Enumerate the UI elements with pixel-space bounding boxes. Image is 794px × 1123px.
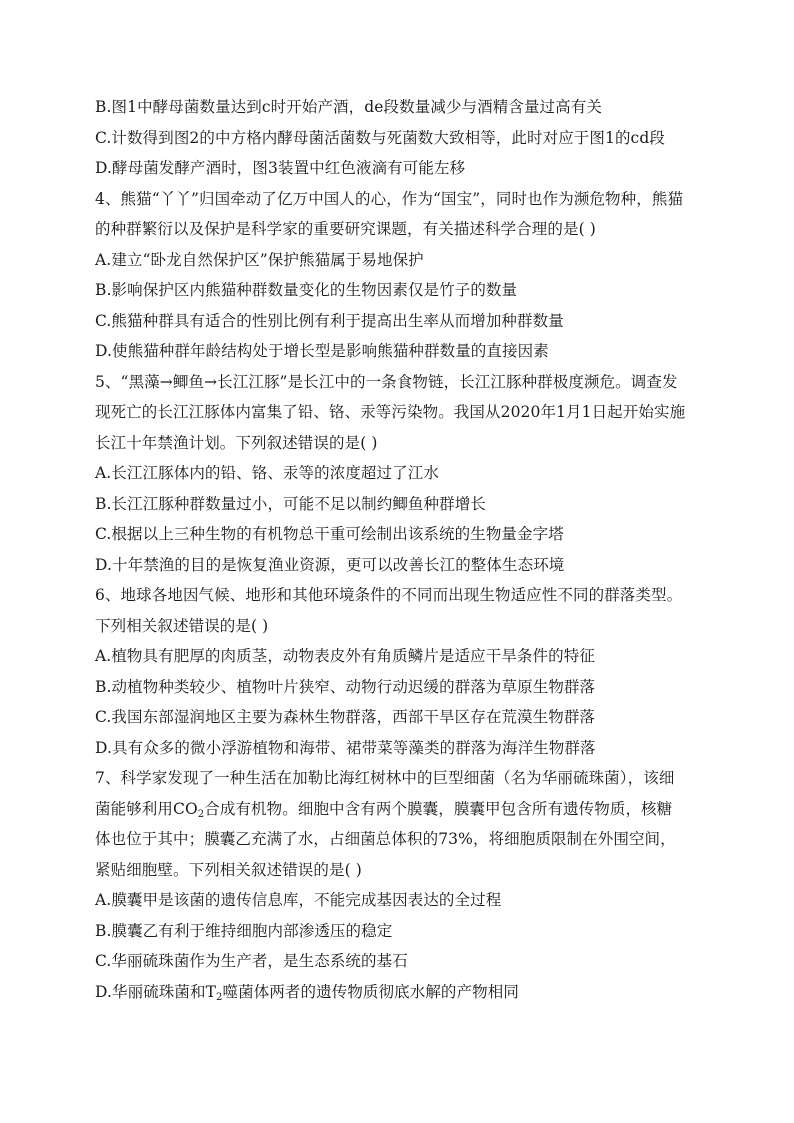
- q6-option-d: D.具有众多的微小浮游植物和海带、裙带菜等藻类的群落为海洋生物群落: [95, 738, 596, 757]
- q5-option-b: B.长江江豚种群数量过小，可能不足以制约鲫鱼种群增长: [95, 494, 486, 513]
- q4-option-c: C.熊猫种群具有适合的性别比例有利于提高出生率从而增加种群数量: [95, 311, 564, 330]
- q5-stem-line-1: 5、“黑藻→鲫鱼→长江江豚”是长江中的一条食物链，长江江豚种群极度濒危。调查发: [95, 372, 678, 391]
- q7-stem-line-2-part-b: 合成有机物。细胞中含有两个膜囊，膜囊甲包含所有遗传物质，核糖: [204, 799, 673, 818]
- q3-option-c: C.计数得到图2的中方格内酵母菌活菌数与死菌数大致相等，此时对应于图1的cd段: [95, 128, 665, 147]
- q5-option-a: A.长江江豚体内的铅、铬、汞等的浓度超过了江水: [95, 464, 439, 482]
- q5-stem-line-2: 现死亡的长江江豚体内富集了铅、铬、汞等污染物。我国从2020年1月1日起开始实施: [95, 403, 686, 421]
- q5-option-c: C.根据以上三种生物的有机物总干重可绘制出该系统的生物量金字塔: [95, 525, 564, 543]
- q7-option-c: C.华丽硫珠菌作为生产者，是生态系统的基石: [95, 952, 408, 970]
- q6-option-b: B.动植物种类较少、植物叶片狭窄、动物行动迟缓的群落为草原生物群落: [95, 677, 596, 696]
- q7-option-b: B.膜囊乙有利于维持细胞内部渗透压的稳定: [95, 921, 393, 940]
- q4-option-a: A.建立“卧龙自然保护区”保护熊猫属于易地保护: [95, 250, 424, 269]
- q7-option-d-part-b: 噬菌体两者的遗传物质彻底水解的产物相同: [222, 982, 519, 1001]
- question-content: [95, 92, 715, 1007]
- q6-option-c: C.我国东部湿润地区主要为森林生物群落，西部干旱区存在荒漠生物群落: [95, 708, 596, 726]
- q7-option-d-part-a: D.华丽硫珠菌和T: [95, 982, 217, 1001]
- co2-subscript: 2: [197, 808, 205, 820]
- q4-option-d: D.使熊猫种群年龄结构处于增长型是影响熊猫种群数量的直接因素: [95, 342, 549, 360]
- q6-stem-line-1: 6、地球各地因气候、地形和其他环境条件的不同而出现生物适应性不同的群落类型。: [95, 586, 683, 604]
- q4-stem-line-2: 的种群繁衍以及保护是科学家的重要研究课题，有关描述科学合理的是( ): [95, 220, 596, 238]
- q6-stem-line-2: 下列相关叙述错误的是( ): [95, 616, 269, 635]
- q4-stem-line-1: 4、熊猫“丫丫”归国牵动了亿万中国人的心，作为“国宝”，同时也作为濒危物种，熊猫: [95, 189, 684, 208]
- q5-option-d: D.十年禁渔的目的是恢复渔业资源，更可以改善长江的整体生态环境: [95, 555, 565, 574]
- q3-option-b: B.图1中酵母菌数量达到c时开始产酒，de段数量减少与酒精含量过高有关: [95, 98, 602, 116]
- q7-stem-line-2-part-a: 菌能够利用CO: [95, 799, 198, 818]
- q3-option-d: D.酵母菌发酵产酒时，图3装置中红色液滴有可能左移: [95, 159, 466, 177]
- q4-option-b: B.影响保护区内熊猫种群数量变化的生物因素仅是竹子的数量: [95, 281, 518, 299]
- q6-option-a: A.植物具有肥厚的肉质茎，动物表皮外有角质鳞片是适应干旱条件的特征: [95, 647, 595, 665]
- q5-stem-line-3: 长江十年禁渔计划。下列叙述错误的是( ): [95, 433, 378, 452]
- q7-stem-line-4: 紧贴细胞壁。下列相关叙述错误的是( ): [95, 860, 362, 879]
- q7-option-a: A.膜囊甲是该菌的遗传信息库，不能完成基因表达的全过程: [95, 891, 502, 909]
- q7-option-d: [95, 977, 715, 1008]
- t2-subscript: 2: [216, 991, 223, 1003]
- q7-stem-line-1: 7、科学家发现了一种生活在加勒比海红树林中的巨型细菌（名为华丽硫珠菌），该细: [95, 769, 675, 787]
- q7-stem-line-2: [95, 794, 715, 825]
- q7-stem-line-3: 体也位于其中；膜囊乙充满了水，占细菌总体积的73%，将细胞质限制在外围空间，: [95, 830, 676, 848]
